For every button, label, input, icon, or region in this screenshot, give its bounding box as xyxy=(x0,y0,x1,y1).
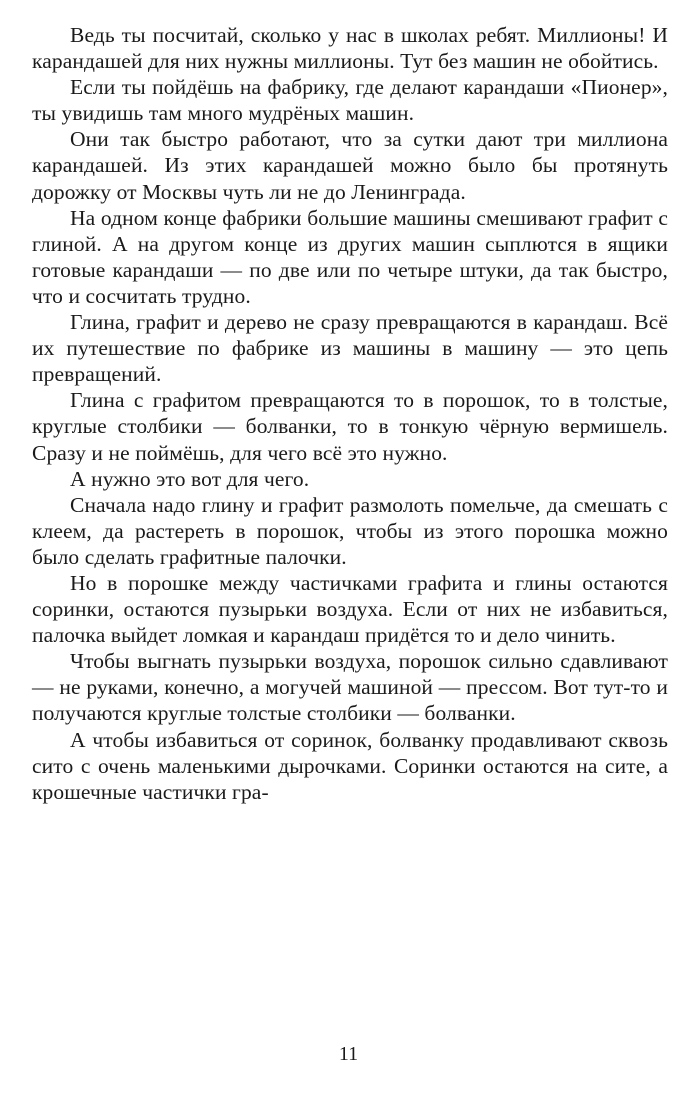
paragraph: Если ты пойдёшь на фабрику, где делают карандаши «Пионер», ты увидишь там много мудрёных машин. xyxy=(32,75,668,126)
paragraph: Глина с графитом превращаются то в порошок, то в толстые, круглые столбики — болванки, то в тонкую чёрную вермишель. Сразу и не поймёшь, для чего всё это нужно. xyxy=(32,388,668,465)
paragraph: Чтобы выгнать пузырьки воздуха, порошок сильно сдавливают — не руками, конечно, а могучей машиной — прессом. Вот тут-то и получаются круглые толстые столбики — болванки. xyxy=(32,649,668,726)
paragraph: Но в порошке между частичками графита и глины остаются соринки, остаются пузырьки воздуха. Если от них не избавиться, палочка выйдет ломкая и карандаш придётся то и дело чинить. xyxy=(32,570,668,648)
paragraph: Они так быстро работают, что за сутки дают три миллиона карандашей. Из этих карандашей можно было бы протянуть дорожку от Москвы чуть ли не до Ленинграда. xyxy=(32,127,668,204)
paragraph: Сначала надо глину и графит размолоть помельче, да смешать с клеем, да растереть в порошок, чтобы из этого порошка можно было сделать графитные палочки. xyxy=(32,492,668,569)
paragraph: А чтобы избавиться от соринок, болванку продавливают сквозь сито с очень маленькими дырочками. Соринки остаются на сите, а крошечные частички гра- xyxy=(32,727,668,804)
page-body xyxy=(32,22,668,805)
paragraph: На одном конце фабрики большие машины смешивают графит с глиной. А на другом конце из других машин сыплются в ящики готовые карандаши — по две или по четыре штуки, да так быстро, что и сосчитать трудно. xyxy=(32,205,668,308)
page-number: 11 xyxy=(338,1043,359,1065)
paragraph: Глина, графит и дерево не сразу превращаются в карандаш. Всё их путешествие по фабрике из машины в машину — это цепь превращений. xyxy=(32,310,668,387)
paragraph: А нужно это вот для чего. xyxy=(70,466,310,491)
paragraph: Ведь ты посчитай, сколько у нас в школах ребят. Миллионы! И карандашей для них нужны миллионы. Тут без машин не обойтись. xyxy=(32,23,668,74)
